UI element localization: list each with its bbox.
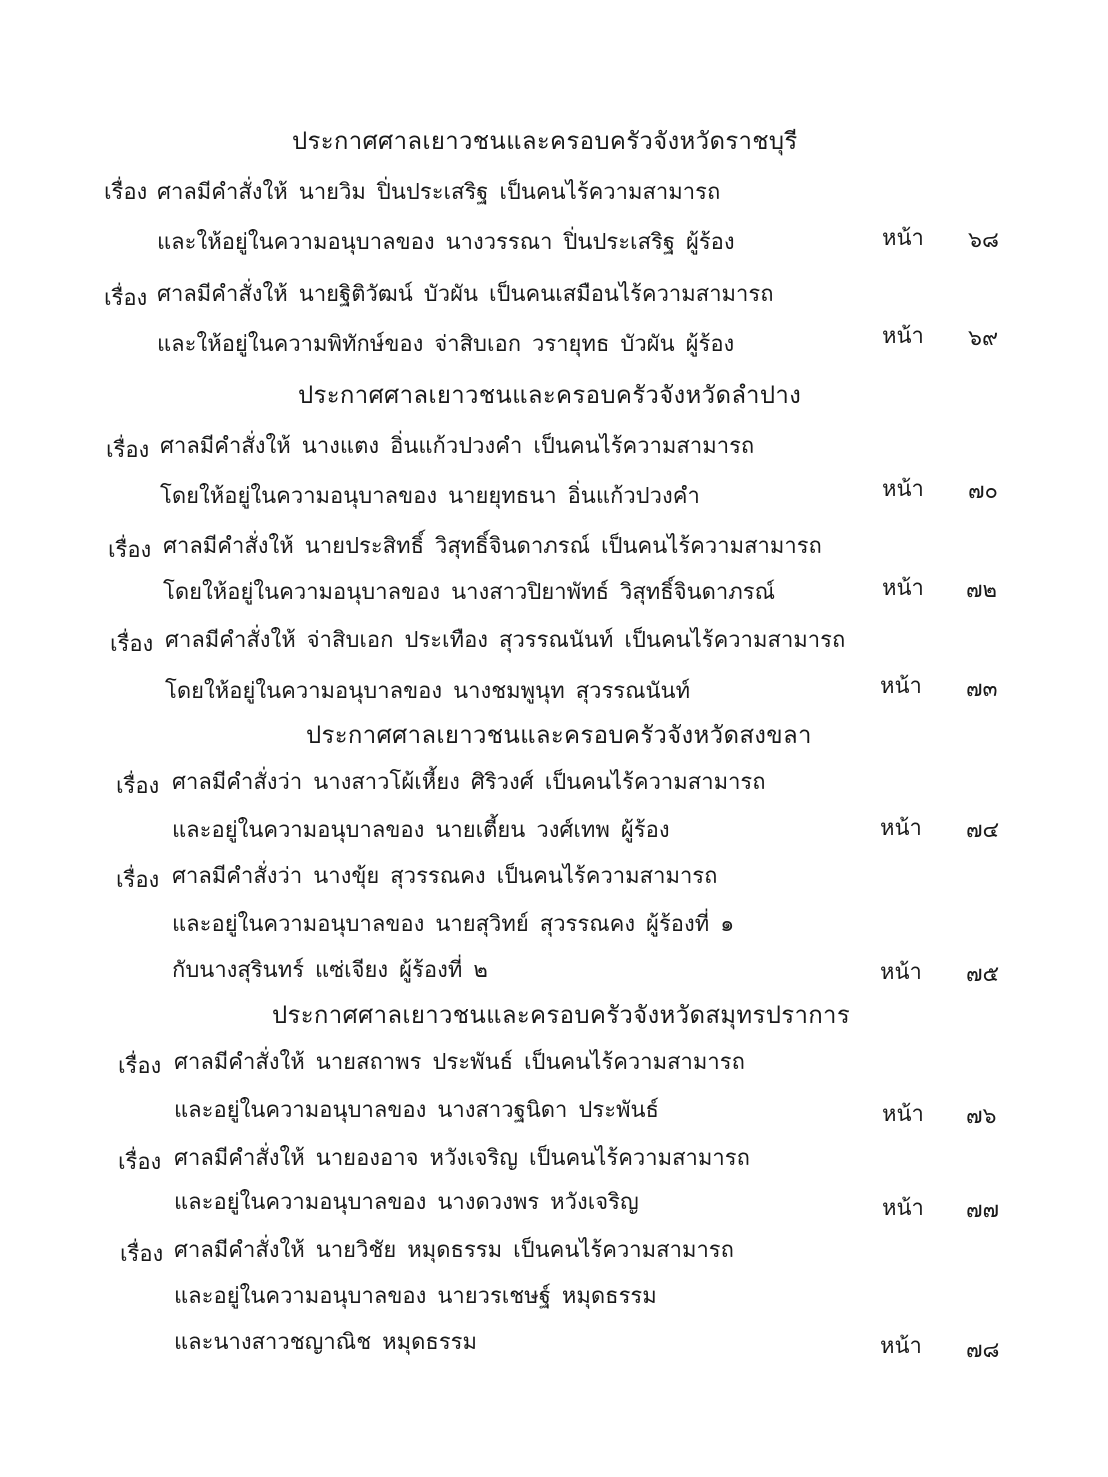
page-label: หน้า — [882, 1102, 924, 1127]
entry-line: ศาลมีคำสั่งให้ นายประสิทธิ์ วิสุทธิ์จินดาภรณ์ เป็นคนไร้ความสามารถ — [163, 534, 822, 559]
entry-line: กับนางสุรินทร์ แซ่เจียง ผู้ร้องที่ ๒ — [172, 958, 488, 983]
entry-line: ศาลมีคำสั่งให้ นายฐิติวัฒน์ บัวผัน เป็นคนเสมือนไร้ความสามารถ — [157, 282, 774, 307]
page-label: หน้า — [880, 674, 922, 699]
page-label: หน้า — [882, 1196, 924, 1221]
page-number: ๗๔ — [966, 818, 1000, 843]
page-number: ๖๘ — [968, 228, 999, 253]
page-number: ๖๙ — [968, 326, 999, 351]
entry-line: ศาลมีคำสั่งให้ นายองอาจ หวังเจริญ เป็นคนไร้ความสามารถ — [174, 1146, 750, 1171]
entry-line: ศาลมีคำสั่งให้ นางแตง อิ่นแก้วปวงคำ เป็นคนไร้ความสามารถ — [160, 434, 755, 459]
page-label: หน้า — [882, 226, 924, 251]
entry-line: และนางสาวชญาณิช หมุดธรรม — [174, 1330, 477, 1355]
page-number: ๗๘ — [966, 1338, 1000, 1363]
entry-line: และให้อยู่ในความอนุบาลของ นางวรรณา ปิ่นประเสริฐ ผู้ร้อง — [157, 230, 735, 255]
page-label: หน้า — [880, 816, 922, 841]
page-number: ๗๖ — [966, 1104, 997, 1129]
page-label: หน้า — [882, 576, 924, 601]
entry-line: ศาลมีคำสั่งว่า นางขุ้ย สุวรรณคง เป็นคนไร้ความสามารถ — [172, 864, 718, 889]
entry-label: เรื่อง — [116, 774, 160, 799]
entry-line: และอยู่ในความอนุบาลของ นายวรเชษฐ์ หมุดธรรม — [174, 1284, 657, 1309]
entry-line: โดยให้อยู่ในความอนุบาลของ นางชมพูนุท สุวรรณนันท์ — [165, 679, 691, 704]
page-number: ๗๐ — [968, 479, 998, 504]
entry-label: เรื่อง — [106, 438, 150, 463]
entry-label: เรื่อง — [104, 286, 148, 311]
section-heading-songkhla: ประกาศศาลเยาวชนและครอบครัวจังหวัดสงขลา — [306, 721, 812, 749]
entry-line: และอยู่ในความอนุบาลของ นางดวงพร หวังเจริญ — [174, 1190, 639, 1215]
entry-line: และอยู่ในความอนุบาลของ นางสาวฐนิดา ประพันธ์ — [174, 1098, 659, 1123]
entry-label: เรื่อง — [110, 632, 154, 657]
page-label: หน้า — [880, 1334, 922, 1359]
section-heading-samut-prakan: ประกาศศาลเยาวชนและครอบครัวจังหวัดสมุทรปราการ — [272, 1001, 851, 1029]
entry-label: เรื่อง — [120, 1242, 164, 1267]
entry-line: โดยให้อยู่ในความอนุบาลของ นายยุทธนา อิ่นแก้วปวงคำ — [160, 484, 700, 509]
entry-line: ศาลมีคำสั่งให้ นายสถาพร ประพันธ์ เป็นคนไร้ความสามารถ — [174, 1050, 745, 1075]
page-label: หน้า — [882, 477, 924, 502]
entry-line: โดยให้อยู่ในความอนุบาลของ นางสาวปิยาพัทธ์ วิสุทธิ์จินดาภรณ์ — [163, 580, 776, 605]
entry-line: ศาลมีคำสั่งให้ นายวิม ปิ่นประเสริฐ เป็นคนไร้ความสามารถ — [157, 180, 721, 205]
section-heading-lampang: ประกาศศาลเยาวชนและครอบครัวจังหวัดลำปาง — [298, 381, 802, 409]
entry-label: เรื่อง — [104, 180, 148, 205]
entry-line: ศาลมีคำสั่งว่า นางสาวโผ้เหี้ยง ศิริวงศ์ เป็นคนไร้ความสามารถ — [172, 770, 766, 795]
entry-label: เรื่อง — [108, 538, 152, 563]
page-number: ๗๒ — [966, 578, 998, 603]
entry-line: และอยู่ในความอนุบาลของ นายสุวิทย์ สุวรรณคง ผู้ร้องที่ ๑ — [172, 912, 735, 937]
entry-line: ศาลมีคำสั่งให้ จ่าสิบเอก ประเทือง สุวรรณนันท์ เป็นคนไร้ความสามารถ — [165, 628, 846, 653]
entry-label: เรื่อง — [118, 1150, 162, 1175]
entry-label: เรื่อง — [118, 1054, 162, 1079]
entry-line: ศาลมีคำสั่งให้ นายวิชัย หมุดธรรม เป็นคนไร้ความสามารถ — [174, 1238, 734, 1263]
entry-line: และให้อยู่ในความพิทักษ์ของ จ่าสิบเอก วรายุทธ บัวผัน ผู้ร้อง — [157, 332, 735, 357]
section-heading-ratchaburi: ประกาศศาลเยาวชนและครอบครัวจังหวัดราชบุรี — [292, 127, 798, 155]
page-number: ๗๗ — [966, 1198, 1000, 1223]
page-number: ๗๓ — [966, 677, 998, 702]
entry-line: และอยู่ในความอนุบาลของ นายเตี้ยน วงศ์เทพ ผู้ร้อง — [172, 818, 670, 843]
entry-label: เรื่อง — [116, 868, 160, 893]
page-label: หน้า — [882, 324, 924, 349]
page-label: หน้า — [880, 960, 922, 985]
page-number: ๗๕ — [966, 962, 1000, 987]
